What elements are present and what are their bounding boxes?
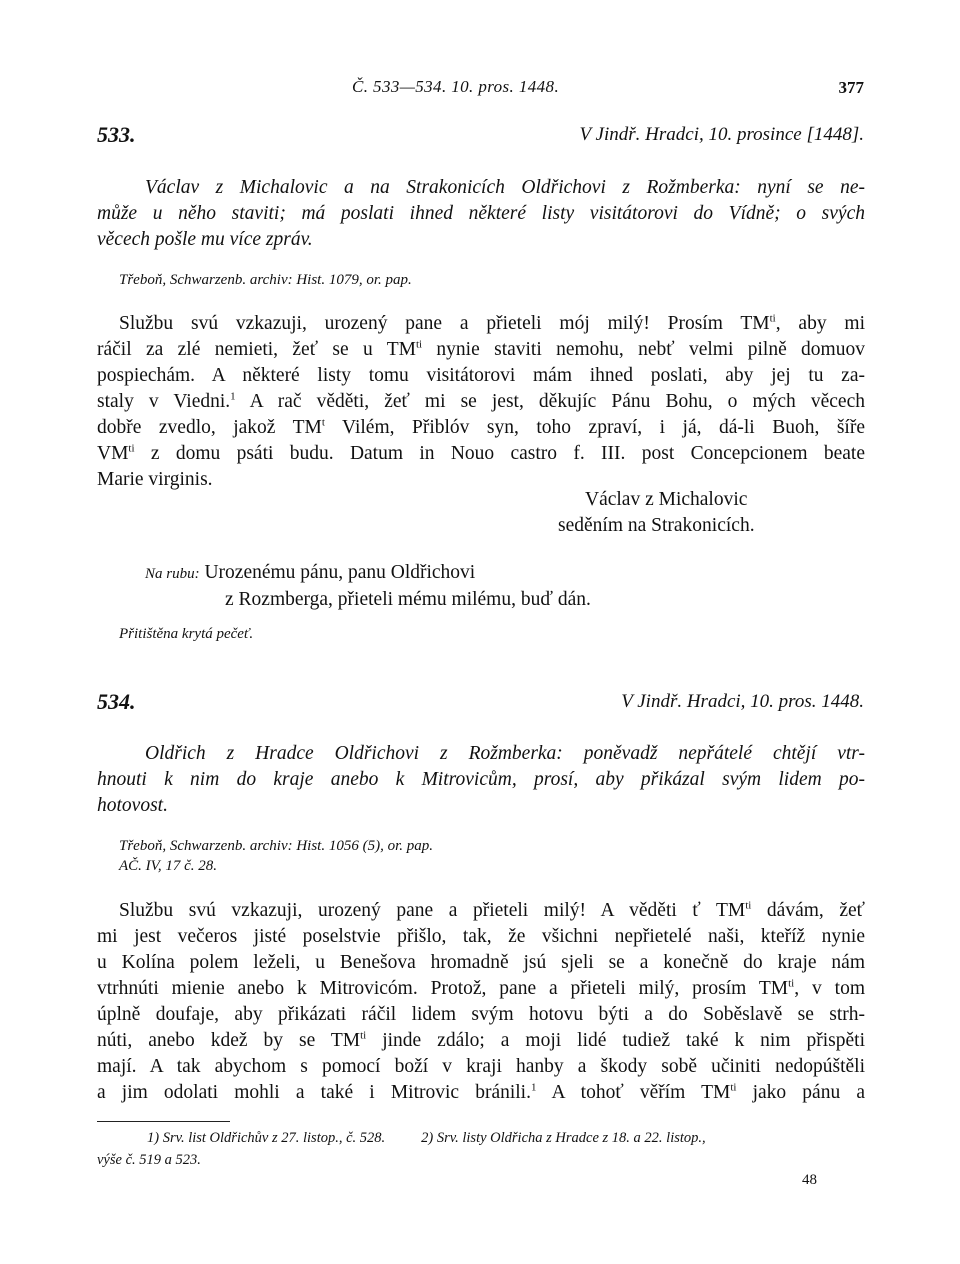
source-note-533 — [119, 270, 412, 290]
footnote-rule — [97, 1121, 230, 1122]
text-line: mají. A tak abychom s pomocí boží v kraji hanby a škody sobě učiniti nedopúštěli — [97, 1056, 865, 1077]
address-label: Na rubu: — [145, 566, 200, 582]
letter-signature-533 — [558, 487, 755, 539]
signature-line: seděním na Strakonicích. — [558, 515, 755, 536]
regest-line: hnouti k nim do kraje anebo k Mitrovicům, prosí, aby přikázal svým lidem po- — [97, 769, 865, 790]
document-number-534: 534. — [97, 689, 136, 714]
text-line: Službu svú vzkazuji, urozený pane a přieteli mój milý! Prosím $TM^{ti}$, aby mi — [119, 312, 865, 334]
regest-line: hotovost. — [97, 795, 168, 816]
text-line: Službu svú vzkazuji, urozený pane a přieteli milý! A věděti ť $TM^{ti}$ dávám, žeť — [119, 899, 865, 921]
regest-line: věcech pošle mu více zpráv. — [97, 229, 313, 250]
source-note-534 — [119, 836, 433, 876]
document-place-date-534: V Jindř. Hradci, 10. pros. 1448. — [621, 691, 864, 712]
letter-text-534 — [97, 898, 865, 1106]
source-line: AČ. IV, 17 č. 28. — [119, 858, 218, 874]
address-line: z Rozmberga, přieteli mému milému, buď dán. — [225, 589, 591, 610]
text-line: a jim odolati mohli a také i Mitrovic bránili.$^1$ A tohoť věřím $TM^{ti}$ jako pánu a — [97, 1081, 866, 1103]
text-line: Marie virginis. — [97, 469, 213, 490]
regest-534 — [97, 741, 865, 819]
regest-533 — [97, 175, 865, 253]
text-line: núti, anebo kdež by se $TM^{ti}$ jinde zdálo; a moji lidé tudiež také k nim přispěti — [97, 1029, 865, 1051]
address-block-533 — [145, 560, 591, 613]
text-line: staly v Viedni.$^1$ A rač věděti, žeť mi se jest, děkujíc Pánu Bohu, o mých věcech — [97, 390, 865, 412]
text-line: vtrhnúti mienie anebo k Mitrovicóm. Protož, pane a přieteli milý, prosím $TM^{ti}$, v tom — [97, 977, 865, 999]
footnote-line — [97, 1127, 865, 1149]
running-header: Č. 533—534. 10. pros. 1448. — [352, 77, 560, 96]
footnotes — [97, 1127, 865, 1171]
text-line: ráčil za zlé nemieti, žeť se u $TM^{ti}$ nynie staviti nemohu, nebť velmi pilně domuov — [97, 338, 865, 360]
footnote-1: 1) Srv. list Oldřichův z 27. listop., č. 528. — [147, 1130, 386, 1146]
footnote-2: 2) Srv. listy Oldřicha z Hradce z 18. a 22. listop., — [421, 1130, 706, 1146]
signature-line: Václav z Michalovic — [585, 489, 748, 510]
address-line: Na rubu: Urozenému pánu, panu Oldřichovi — [145, 562, 476, 583]
text-line: u Kolína polem leželi, u Benešova hromadně jsú sjeli se a konečně do kraje nám — [97, 952, 865, 973]
text-line: $VM^{ti}$ z domu psáti budu. Datum in Nouo castro f. III. post Concepcionem beate — [97, 442, 865, 464]
document-number-533: 533. — [97, 122, 136, 147]
printer-signature-mark: 48 — [802, 1172, 817, 1188]
source-line: Třeboň, Schwarzenb. archiv: Hist. 1056 (5), or. pap. — [119, 838, 434, 854]
footnote-line: výše č. 519 a 523. — [97, 1152, 201, 1168]
source-line: Třeboň, Schwarzenb. archiv: Hist. 1079, or. pap. — [119, 272, 412, 288]
page-number: 377 — [838, 78, 864, 97]
document-place-date-533: V Jindř. Hradci, 10. prosince [1448]. — [579, 124, 864, 145]
text-line: úplně doufaje, aby přikázati ráčil lidem svým hotovu býti a do Soběslavě se strh- — [97, 1004, 865, 1025]
regest-line: může u něho staviti; má poslati ihned některé listy visitátorovi do Vídně; o svých — [97, 203, 865, 224]
text-line: pospiechám. A některé listy tomu visitátorovi mám ihned poslati, aby jej tu za- — [97, 365, 865, 386]
regest-line: Václav z Michalovic a na Strakonicích Oldřichovi z Rožmberka: nyní se ne- — [145, 177, 865, 198]
regest-line: Oldřich z Hradce Oldřichovi z Rožmberka: poněvadž nepřátelé chtějí vtr- — [145, 743, 865, 764]
seal-note-533: Přitištěna krytá pečeť. — [119, 626, 254, 642]
text-line: mi jest večeros jisté poselstvie přišlo, tak, že všichni nepřietelé naši, kteříž nynie — [97, 926, 865, 947]
letter-text-533 — [97, 311, 865, 493]
text-line: dobře zvedlo, jakož $TM^t$ Vilém, Přiblóv syn, toho zpraví, i já, dá-li Buoh, šíře — [97, 416, 865, 438]
